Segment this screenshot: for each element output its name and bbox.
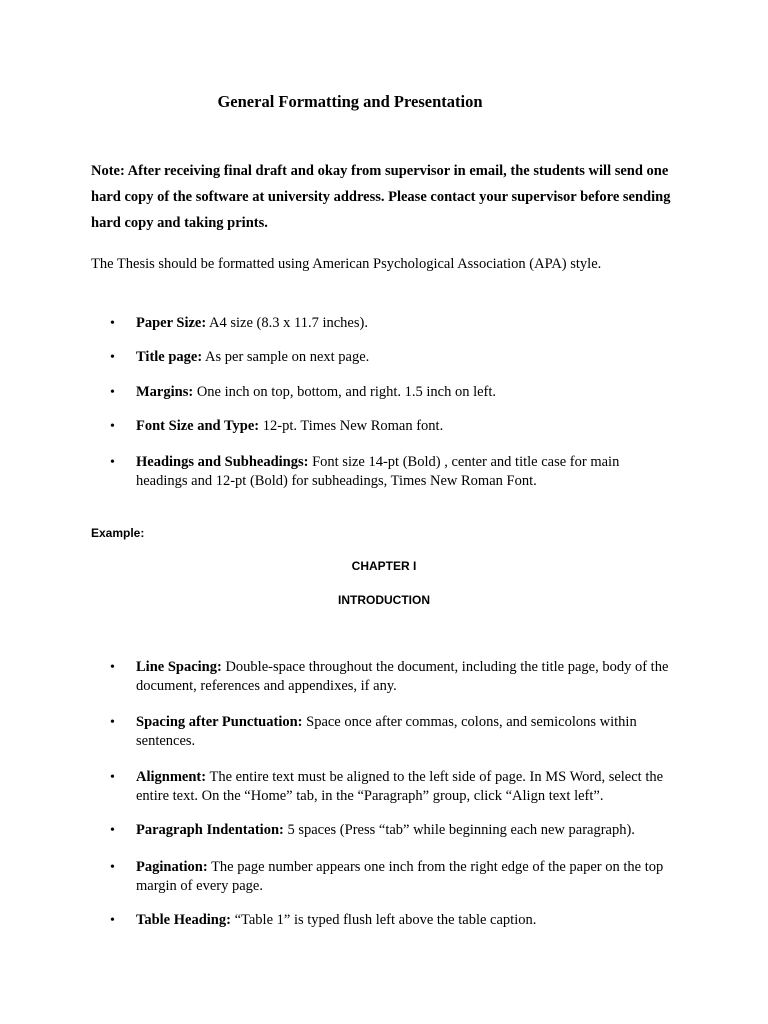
list-item-label: Pagination:	[136, 859, 208, 875]
page-title: General Formatting and Presentation	[217, 92, 483, 111]
list-item-paper-size	[110, 314, 670, 333]
list-item-text: Double-space throughout the document, including the title page, body of the document, references and appendixes, if any.	[136, 659, 669, 694]
list-item-paragraph-indentation	[110, 821, 670, 840]
list-item-label: Font Size and Type:	[136, 418, 260, 434]
list-item-table-heading	[110, 911, 670, 930]
list-item-text: 12-pt. Times New Roman font.	[259, 418, 444, 434]
bullet-icon: •	[110, 419, 115, 434]
bullet-icon: •	[110, 316, 115, 331]
list-item-label: Table Heading:	[136, 912, 231, 928]
example-label: Example:	[91, 526, 145, 540]
list-item-text: The entire text must be aligned to the left side of page. In MS Word, select the entire text. On the “Home” tab, in the “Paragraph” group, click “Align text left”.	[136, 769, 664, 804]
list-item-margins	[110, 383, 670, 402]
bullet-icon: •	[110, 860, 115, 875]
list-item-label: Paragraph Indentation:	[136, 822, 284, 838]
bullet-icon: •	[110, 350, 115, 365]
note-paragraph: Note: After receiving final draft and okay from supervisor in email, the students will send one hard copy of the software at university address. Please contact your supervisor before sending hard copy and taking prints.	[91, 163, 671, 231]
example-chapter-heading: CHAPTER I	[351, 559, 417, 573]
list-item-punctuation-spacing	[110, 713, 670, 751]
intro-paragraph: The Thesis should be formatted using American Psychological Association (APA) style.	[91, 256, 602, 272]
list-item-text: Space once after commas, colons, and semicolons within sentences.	[136, 714, 637, 749]
list-item-font-size	[110, 417, 670, 436]
list-item-label: Line Spacing:	[136, 659, 222, 675]
bullet-icon: •	[110, 385, 115, 400]
list-item-pagination	[110, 858, 670, 896]
example-introduction-heading: INTRODUCTION	[338, 593, 430, 607]
list-item-label: Alignment:	[136, 769, 207, 785]
list-item-text: A4 size (8.3 x 11.7 inches).	[206, 315, 368, 331]
list-item-text: Font size 14-pt (Bold) , center and title case for main headings and 12-pt (Bold) for subheadings, Times New Roman Font.	[136, 454, 620, 489]
list-item-title-page	[110, 348, 670, 367]
list-item-label: Paper Size:	[136, 315, 207, 331]
list-item-headings	[110, 453, 670, 491]
bullet-icon: •	[110, 715, 115, 730]
list-item-text: 5 spaces (Press “tab” while beginning each new paragraph).	[283, 822, 635, 838]
bullet-icon: •	[110, 455, 115, 470]
list-item-text: As per sample on next page.	[202, 349, 370, 365]
list-item-alignment	[110, 768, 670, 806]
list-item-line-spacing	[110, 658, 670, 696]
list-item-label: Title page:	[136, 349, 203, 365]
list-item-label: Headings and Subheadings:	[136, 454, 309, 470]
bullet-icon: •	[110, 770, 115, 785]
bullet-icon: •	[110, 660, 115, 675]
list-item-text: “Table 1” is typed flush left above the table caption.	[230, 912, 537, 928]
bullet-icon: •	[110, 823, 115, 838]
bullet-icon: •	[110, 913, 115, 928]
list-item-label: Margins:	[136, 384, 194, 400]
list-item-label: Spacing after Punctuation:	[136, 714, 303, 730]
list-item-text: The page number appears one inch from the right edge of the paper on the top margin of every page.	[136, 859, 664, 894]
list-item-text: One inch on top, bottom, and right. 1.5 inch on left.	[193, 384, 497, 400]
